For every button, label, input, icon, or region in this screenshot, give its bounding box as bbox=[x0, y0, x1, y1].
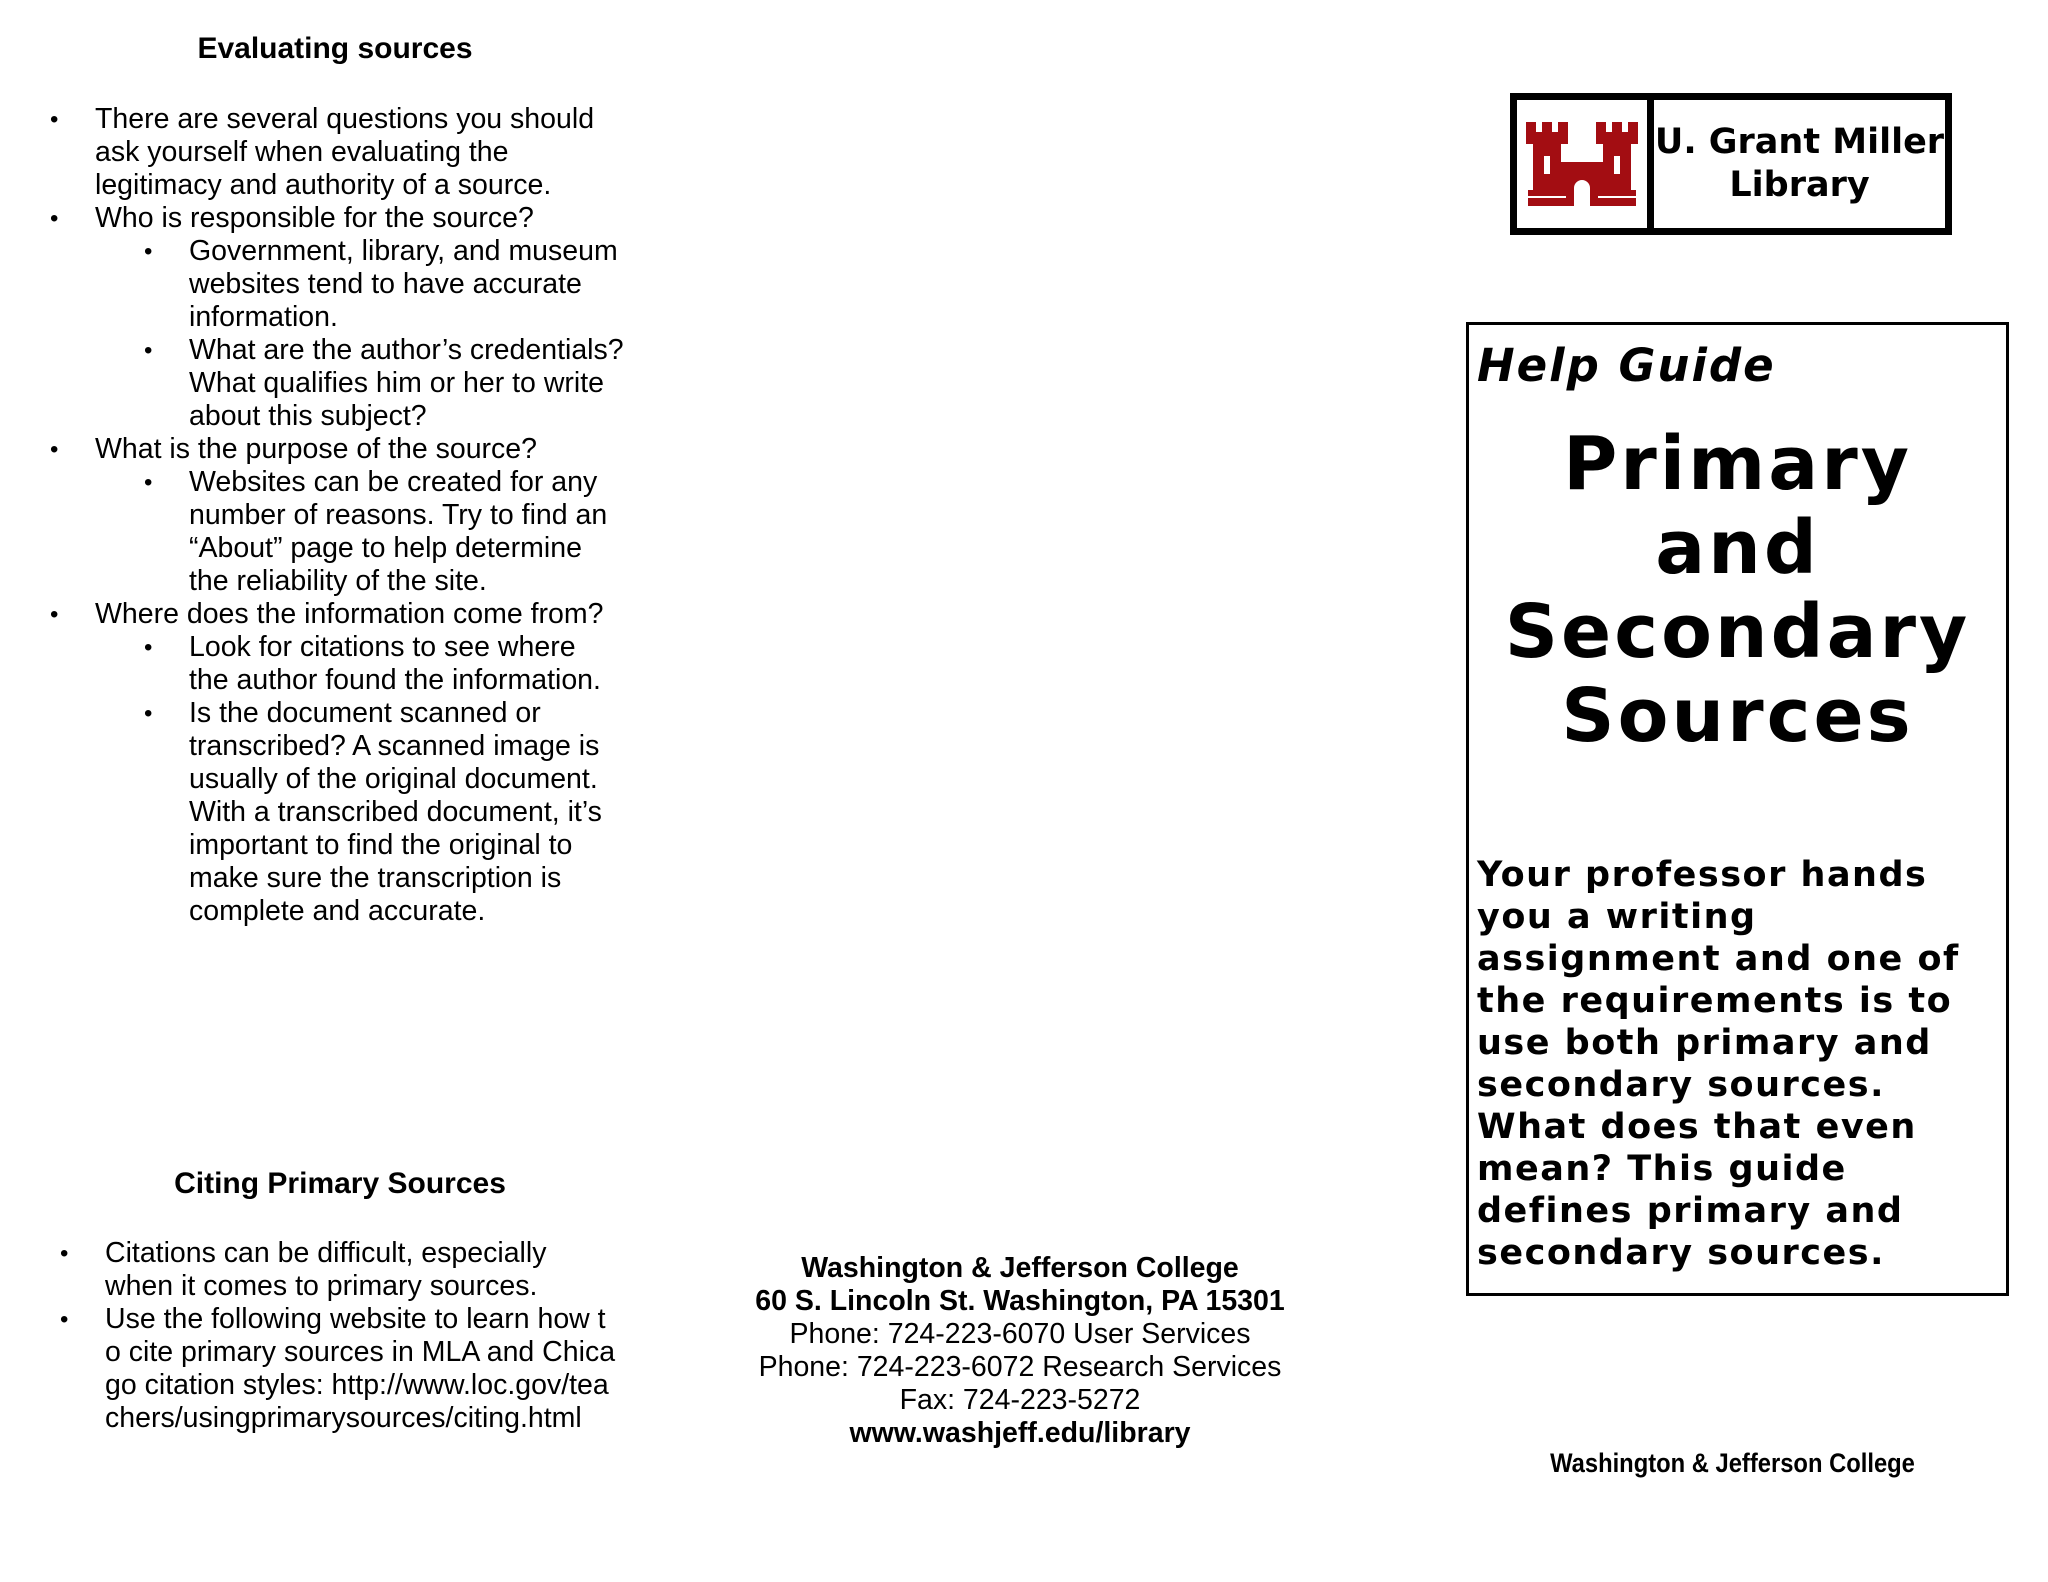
list-item: • Where does the information come from? • Look for citations to see where the author found the information. • Is the document scanned or transcribed? A scanned image is usually of the original document. With a transcribed document, it’s important to find the original to make sure the transcription is complete and accurate. bbox=[95, 598, 635, 928]
evaluating-list bbox=[95, 103, 635, 928]
page-title: Primary and Secondary Sources bbox=[1504, 421, 1971, 759]
list-item: • Is the document scanned or transcribed? A scanned image is usually of the original document. With a transcribed document, it’s important to find the original to make sure the transcription is complete and accurate. bbox=[189, 697, 635, 928]
phone-user-services: Phone: 724-223-6070 User Services bbox=[789, 1318, 1251, 1350]
citing-primary-sources-heading: Citing Primary Sources bbox=[174, 1167, 506, 1200]
phone-research-services: Phone: 724-223-6072 Research Services bbox=[758, 1351, 1282, 1383]
sub-list bbox=[95, 631, 635, 928]
evaluating-sources-heading: Evaluating sources bbox=[197, 32, 473, 65]
list-item: • Look for citations to see where the author found the information. bbox=[189, 631, 635, 697]
list-item: • What is the purpose of the source? • Websites can be created for any number of reasons. Try to find an “About” page to help determine the reliability of the site. bbox=[95, 433, 635, 598]
list-item: • What are the author’s credentials? What qualifies him or her to write about this subject? bbox=[189, 334, 635, 433]
help-guide-label: Help Guide bbox=[1477, 339, 1776, 392]
list-item: • Government, library, and museum websites tend to have accurate information. bbox=[189, 235, 635, 334]
sub-list bbox=[95, 235, 635, 433]
list-item bbox=[105, 1303, 625, 1435]
citation-link-text: • Use the following website to learn how to cite primary sources in MLA and Chicago citation styles: http://www.loc.gov/teachers/usingprimarysources/citing.html bbox=[105, 1303, 616, 1434]
library-name: U. Grant Miller Library bbox=[1654, 122, 1945, 205]
address: 60 S. Lincoln St. Washington, PA 15301 bbox=[755, 1285, 1285, 1317]
list-item: • Websites can be created for any number of reasons. Try to find an “About” page to help determine the reliability of the site. bbox=[189, 466, 635, 598]
intro-paragraph: Your professor hands you a writing assignment and one of the requirements is to use both primary and secondary sources. What does that even mean? This guide defines primary and secondary sources. bbox=[1477, 855, 1960, 1273]
castle-icon bbox=[1517, 100, 1654, 228]
list-item: • Who is responsible for the source? • Government, library, and museum websites tend to have accurate information. • What are the author’s credentials? What qualifies him or her to write about this subject? bbox=[95, 202, 635, 433]
cover-title-box bbox=[1466, 322, 2009, 1296]
website-link[interactable]: www.washjeff.edu/library bbox=[849, 1417, 1191, 1449]
sub-list bbox=[95, 466, 635, 598]
list-item: • There are several questions you should ask yourself when evaluating the legitimacy and authority of a source. bbox=[95, 103, 635, 202]
library-logo bbox=[1510, 93, 1952, 235]
college-name: Washington & Jefferson College bbox=[801, 1252, 1239, 1284]
cover-footer: Washington & Jefferson College bbox=[1550, 1448, 1915, 1478]
citing-list bbox=[105, 1237, 625, 1435]
list-item: • Citations can be difficult, especially when it comes to primary sources. bbox=[105, 1237, 625, 1303]
contact-block bbox=[740, 1252, 1300, 1450]
fax: Fax: 724-223-5272 bbox=[899, 1384, 1141, 1416]
